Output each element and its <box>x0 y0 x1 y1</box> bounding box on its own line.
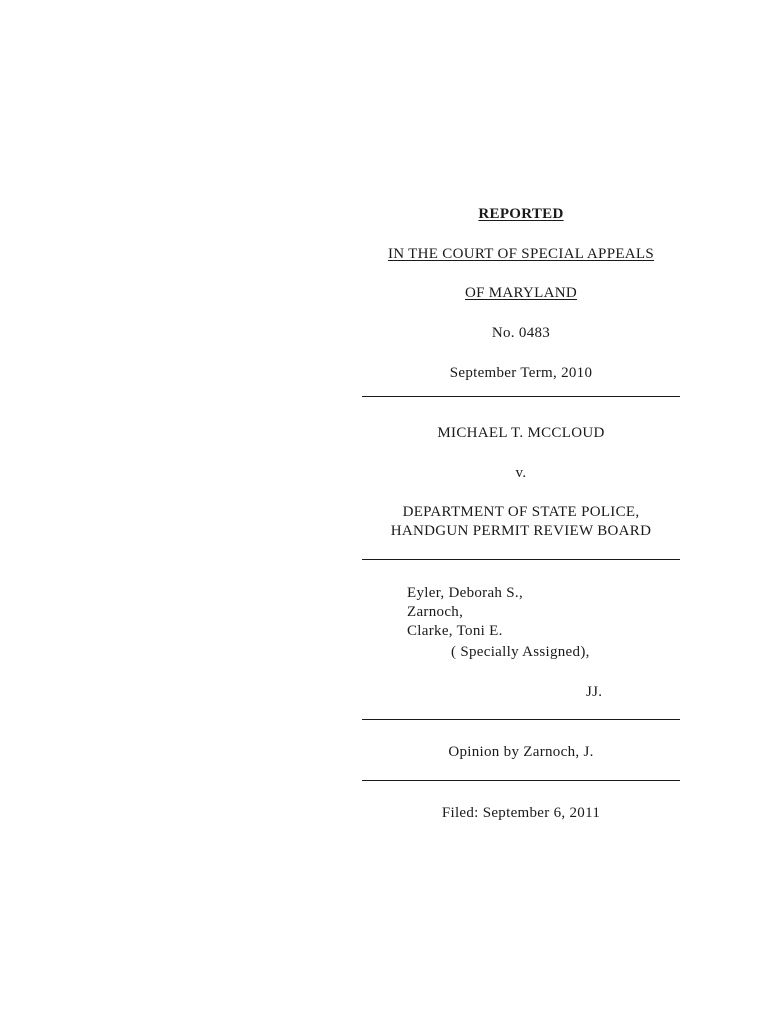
specially-assigned-note: ( Specially Assigned), <box>451 644 590 660</box>
panel-judge: Zarnoch, <box>407 604 464 620</box>
cover-column <box>362 0 680 1024</box>
court-name-line-1: IN THE COURT OF SPECIAL APPEALS <box>387 246 655 262</box>
panel-judge: Clarke, Toni E. <box>407 623 503 639</box>
appellee-line-1: DEPARTMENT OF STATE POLICE, <box>402 504 640 520</box>
divider-rule <box>362 719 680 720</box>
judges-suffix: JJ. <box>586 684 603 700</box>
filed-date: Filed: September 6, 2011 <box>441 805 601 821</box>
court-name-line-2: OF MARYLAND <box>464 285 578 301</box>
panel-judge: Eyler, Deborah S., <box>407 585 524 601</box>
versus-label: v. <box>515 465 527 481</box>
case-number: No. 0483 <box>491 325 551 341</box>
appellee-line-2: HANDGUN PERMIT REVIEW BOARD <box>390 523 652 539</box>
appellant-name: MICHAEL T. MCCLOUD <box>437 425 605 441</box>
divider-rule <box>362 559 680 560</box>
divider-rule <box>362 780 680 781</box>
term: September Term, 2010 <box>449 365 593 381</box>
opinion-author: Opinion by Zarnoch, J. <box>448 744 594 760</box>
divider-rule <box>362 396 680 397</box>
reported-heading: REPORTED <box>478 206 564 222</box>
